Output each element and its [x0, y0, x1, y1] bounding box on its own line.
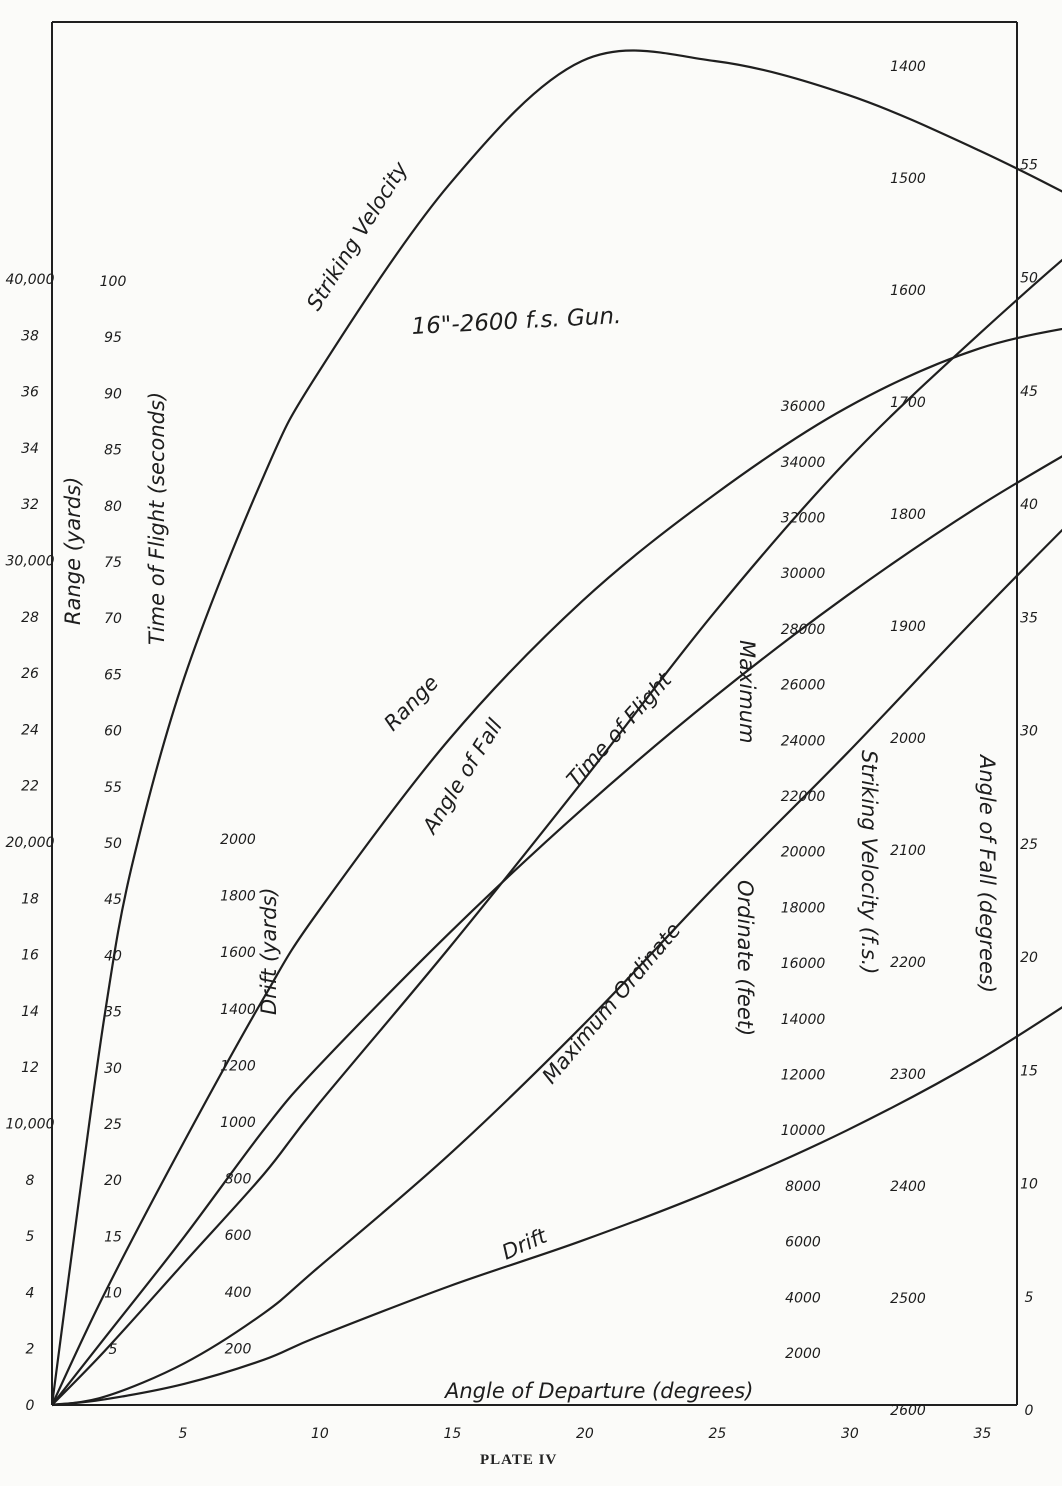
- max-ordinate-tick-label: 34000: [780, 454, 826, 471]
- range-tick-label: 0: [25, 1398, 35, 1414]
- range-tick-label: 24: [21, 722, 39, 739]
- striking-velocity-tick-label: 2600: [890, 1403, 926, 1419]
- time-of-flight-tick-label: 100: [99, 274, 127, 290]
- range-tick-label: 32: [21, 497, 39, 514]
- max-ordinate-tick-label: 16000: [780, 956, 826, 973]
- series-line-drift: [52, 938, 1062, 1405]
- time-of-flight-tick-label: 60: [104, 723, 122, 740]
- time-of-flight-tick-label: 10: [104, 1285, 122, 1302]
- range-tick-label: 22: [21, 778, 39, 795]
- striking-velocity-tick-label: 2000: [890, 731, 926, 747]
- range-tick-label: 18: [21, 891, 39, 908]
- x-tick-label: 20: [576, 1426, 594, 1442]
- max-ordinate-tick-label: 18000: [780, 900, 826, 917]
- drift-tick-label: 800: [224, 1171, 252, 1188]
- striking-velocity-tick-label: 1900: [890, 619, 926, 635]
- max-ordinate-tick-label: 24000: [780, 733, 826, 750]
- curve-label-angle-of-fall: Angle of Fall: [417, 714, 508, 838]
- striking-velocity-tick-label: 2500: [890, 1291, 926, 1307]
- x-tick-label: 30: [841, 1426, 859, 1442]
- time-of-flight-tick-label: 50: [104, 836, 122, 852]
- angle-of-fall-tick-label: 15: [1020, 1063, 1038, 1080]
- time-of-flight-tick-label: 45: [104, 892, 122, 909]
- angle-of-fall-tick-label: 25: [1020, 836, 1038, 853]
- max-ordinate-tick-label: 28000: [780, 621, 826, 638]
- range-tick-label: 20,000: [5, 835, 55, 851]
- striking-velocity-tick-label: 1800: [890, 507, 926, 523]
- series-curves: [52, 51, 1062, 1405]
- time-of-flight-tick-label: 20: [104, 1173, 122, 1190]
- axis-and-curve-labels: [61, 157, 999, 1468]
- range-tick-label: 4: [25, 1285, 35, 1302]
- drift-tick-label: 1200: [220, 1058, 256, 1075]
- x-axis-label: Angle of Departure (degrees): [445, 1379, 754, 1403]
- max-ordinate-axis-label-1: Maximum: [735, 640, 759, 744]
- range-tick-label: 40,000: [5, 272, 55, 288]
- range-tick-label: 28: [21, 609, 39, 626]
- time-of-flight-tick-label: 25: [104, 1117, 122, 1133]
- striking-velocity-tick-label: 2100: [890, 843, 926, 859]
- angle-of-fall-tick-label: 50: [1020, 270, 1038, 287]
- range-tick-label: 14: [21, 1003, 39, 1020]
- plot-frame: [52, 22, 1017, 1405]
- range-tick-label: 38: [21, 328, 39, 345]
- series-line-maximum-ordinate: [52, 430, 1062, 1405]
- striking-velocity-tick-label: 1700: [890, 395, 926, 411]
- range-tick-label: 16: [21, 947, 39, 964]
- max-ordinate-tick-label: 8000: [785, 1178, 821, 1195]
- drift-tick-label: 400: [224, 1284, 252, 1301]
- max-ordinate-tick-label: 26000: [780, 677, 826, 694]
- striking-velocity-tick-label: 1400: [890, 59, 926, 75]
- curve-label-maximum-ordinate: Maximum Ordinate: [537, 918, 686, 1089]
- curve-label-range: Range: [379, 670, 444, 736]
- range-tick-label: 5: [25, 1229, 35, 1246]
- chart-title: 16"-2600 f.s. Gun.: [410, 303, 622, 340]
- curve-label-drift: Drift: [498, 1223, 551, 1265]
- drift-tick-label: 200: [224, 1341, 252, 1358]
- striking-velocity-axis-label: Striking Velocity (f.s.): [857, 750, 881, 975]
- drift-axis-label: Drift (yards): [257, 887, 281, 1015]
- time-of-flight-tick-label: 15: [104, 1229, 122, 1246]
- range-tick-label: 36: [21, 384, 39, 401]
- drift-tick-label: 1800: [220, 888, 256, 905]
- time-of-flight-tick-label: 70: [104, 611, 122, 628]
- drift-tick-label: 1000: [220, 1115, 256, 1131]
- angle-of-fall-tick-label: 20: [1020, 950, 1038, 966]
- range-tick-label: 34: [21, 440, 39, 457]
- time-of-flight-tick-label: 65: [104, 667, 122, 684]
- series-line-striking-velocity: [52, 51, 1062, 1405]
- time-of-flight-tick-label: 90: [104, 386, 122, 403]
- time-of-flight-tick-label: 75: [104, 555, 122, 571]
- max-ordinate-tick-label: 10000: [780, 1123, 826, 1140]
- drift-tick-label: 600: [224, 1228, 252, 1245]
- x-tick-label: 35: [973, 1426, 992, 1442]
- drift-tick-label: 2000: [220, 832, 256, 848]
- x-tick-label: 5: [178, 1426, 188, 1442]
- time-of-flight-tick-label: 5: [108, 1341, 118, 1358]
- range-tick-label: 12: [21, 1060, 39, 1077]
- x-tick-label: 25: [708, 1426, 727, 1442]
- curve-label-time-of-flight: Time of Flight: [561, 668, 677, 792]
- striking-velocity-tick-label: 1600: [890, 283, 926, 299]
- range-axis-label: Range (yards): [61, 476, 85, 625]
- angle-of-fall-tick-label: 40: [1020, 497, 1038, 513]
- max-ordinate-tick-label: 32000: [780, 510, 826, 527]
- max-ordinate-tick-label: 12000: [780, 1067, 826, 1084]
- angle-of-fall-tick-label: 10: [1020, 1176, 1038, 1193]
- time-of-flight-axis-label: Time of Flight (seconds): [145, 391, 169, 645]
- x-tick-label: 10: [311, 1426, 329, 1442]
- range-tick-label: 2: [25, 1341, 35, 1358]
- time-of-flight-tick-label: 35: [104, 1004, 122, 1021]
- striking-velocity-tick-label: 2200: [890, 955, 926, 971]
- striking-velocity-tick-label: 1500: [890, 171, 926, 187]
- drift-tick-label: 1600: [220, 945, 256, 962]
- max-ordinate-tick-label: 20000: [780, 844, 826, 861]
- angle-of-fall-tick-label: 30: [1020, 723, 1038, 740]
- max-ordinate-tick-label: 2000: [785, 1346, 821, 1362]
- plate-caption: PLATE IV: [480, 1452, 558, 1468]
- angle-of-fall-tick-label: 55: [1020, 157, 1038, 174]
- angle-of-fall-tick-label: 0: [1024, 1403, 1034, 1419]
- x-tick-label: 15: [443, 1426, 462, 1442]
- drift-tick-label: 1400: [220, 1001, 256, 1018]
- time-of-flight-tick-label: 30: [104, 1060, 122, 1077]
- angle-of-fall-tick-label: 45: [1020, 383, 1038, 400]
- range-tick-label: 8: [25, 1172, 35, 1189]
- series-line-angle-of-fall: [52, 186, 1062, 1405]
- time-of-flight-tick-label: 40: [104, 948, 122, 965]
- time-of-flight-tick-label: 95: [104, 330, 122, 347]
- max-ordinate-axis-label-2: Ordinate (feet): [733, 880, 757, 1037]
- range-tick-label: 10,000: [5, 1116, 55, 1133]
- max-ordinate-tick-label: 30000: [780, 566, 826, 583]
- max-ordinate-tick-label: 4000: [785, 1290, 821, 1307]
- angle-of-fall-axis-label: Angle of Fall (degrees): [975, 755, 999, 994]
- angle-of-fall-tick-label: 35: [1020, 610, 1038, 627]
- time-of-flight-tick-label: 85: [104, 442, 122, 459]
- range-tick-label: 26: [21, 666, 39, 683]
- curve-label-striking-velocity: Striking Velocity: [301, 157, 413, 315]
- max-ordinate-tick-label: 36000: [780, 399, 826, 416]
- time-of-flight-tick-label: 55: [104, 779, 122, 796]
- time-of-flight-tick-label: 80: [104, 498, 122, 515]
- range-tick-label: 30,000: [5, 553, 55, 570]
- max-ordinate-tick-label: 22000: [780, 789, 826, 805]
- striking-velocity-tick-label: 2400: [890, 1179, 926, 1195]
- max-ordinate-tick-label: 14000: [780, 1011, 826, 1028]
- angle-of-fall-tick-label: 5: [1024, 1289, 1034, 1306]
- striking-velocity-tick-label: 2300: [890, 1067, 926, 1083]
- series-line-time-of-flight: [52, 393, 1062, 1405]
- max-ordinate-tick-label: 6000: [785, 1234, 821, 1251]
